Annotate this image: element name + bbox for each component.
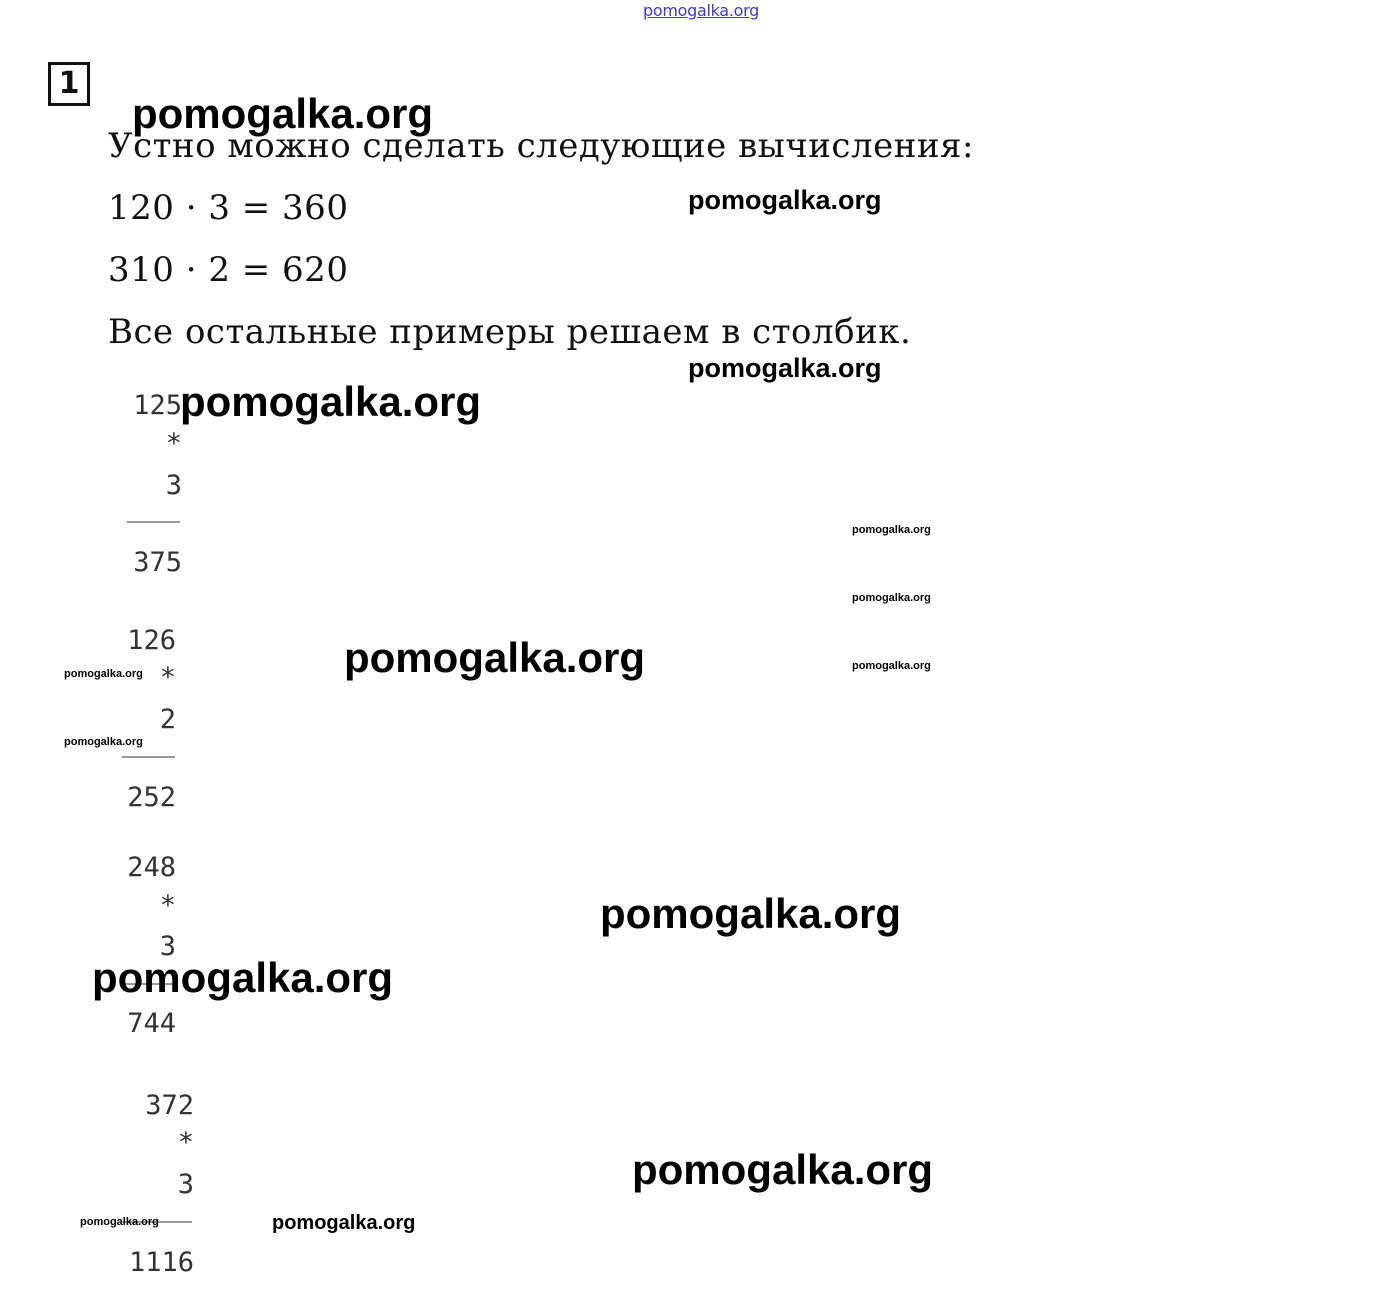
- column-4-result: 1116: [128, 1247, 194, 1278]
- task-number-box: 1: [48, 62, 90, 106]
- column-4-multiplicand: 372: [145, 1090, 194, 1121]
- column-2-multiplier: 2: [159, 704, 176, 735]
- column-3-multiplier: 3: [159, 931, 176, 962]
- watermark: pomogalka.org: [272, 1212, 416, 1234]
- watermark: pomogalka.org: [64, 736, 143, 748]
- column-1-result: 375: [133, 547, 182, 578]
- watermark: pomogalka.org: [688, 353, 882, 383]
- column-4-multiplier: 3: [177, 1169, 194, 1200]
- column-1-multiplicand: 125: [133, 390, 182, 421]
- watermark: pomogalka.org: [852, 524, 931, 536]
- column-2-result: 252: [127, 782, 176, 813]
- watermark: pomogalka.org: [600, 890, 902, 937]
- column-3-result: 744: [127, 1008, 176, 1039]
- watermark: pomogalka.org: [64, 668, 143, 680]
- watermark: pomogalka.org: [632, 1146, 934, 1193]
- watermark: pomogalka.org: [132, 90, 434, 137]
- watermark: pomogalka.org: [852, 660, 931, 672]
- watermark: pomogalka.org: [852, 592, 931, 604]
- watermark: pomogalka.org: [80, 1216, 159, 1228]
- outro-text: Все остальные примеры решаем в столбик.: [108, 312, 912, 352]
- intro-text: Устно можно сделать следующие вычисления:: [108, 126, 974, 166]
- watermark: pomogalka.org: [344, 634, 646, 681]
- column-1-multiplier: 3: [165, 470, 182, 501]
- equation-2: 310 · 2 = 620: [108, 250, 349, 290]
- column-2-multiplicand: 126: [127, 625, 176, 656]
- column-4-operator: *: [177, 1127, 194, 1158]
- column-1-rule: [127, 521, 180, 523]
- watermark: pomogalka.org: [180, 378, 482, 425]
- watermark: pomogalka.org: [92, 954, 394, 1001]
- header-site-link[interactable]: pomogalka.org: [643, 1, 759, 20]
- equation-1: 120 · 3 = 360: [108, 188, 349, 228]
- column-3-multiplicand: 248: [127, 852, 176, 883]
- watermark: pomogalka.org: [688, 185, 882, 215]
- column-3-operator: *: [159, 890, 176, 921]
- column-2-operator: *: [159, 662, 176, 693]
- column-1-operator: *: [165, 428, 182, 459]
- column-2-rule: [122, 756, 175, 758]
